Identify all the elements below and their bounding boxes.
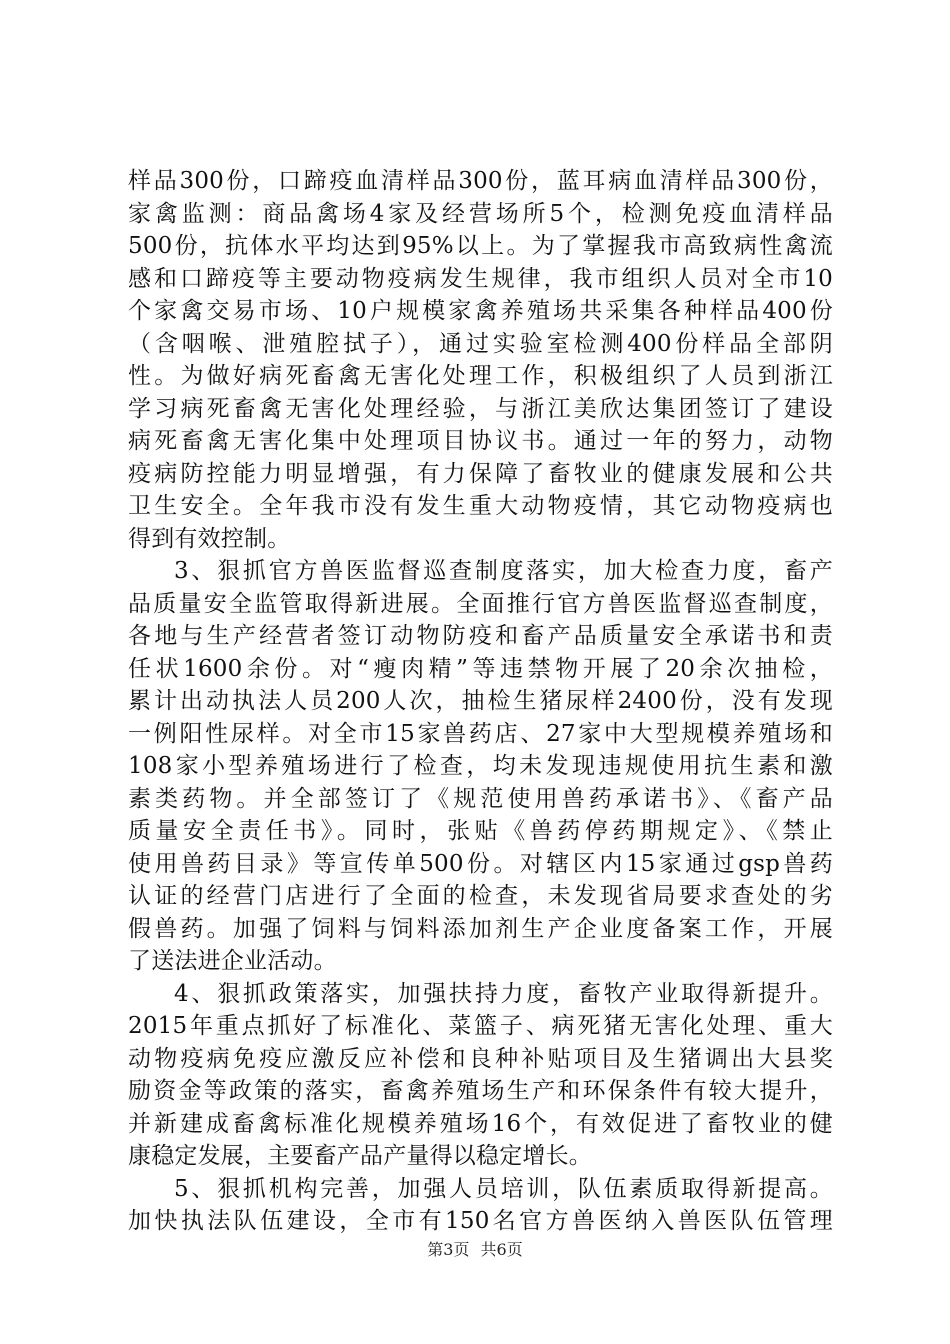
paragraph-heading-4: 4、狠抓政策落实，加强扶持力度，畜牧产业取得新提升。 bbox=[174, 980, 833, 1007]
text-line: 家禽监测：商品禽场4家及经营场所5个，检测免疫血清样品 bbox=[128, 200, 833, 227]
text-line: 加快执法队伍建设，全市有150名官方兽医纳入兽医队伍管理 bbox=[128, 1208, 833, 1234]
paragraph-heading-5: 5、狠抓机构完善，加强人员培训，队伍素质取得新提高。 bbox=[174, 1175, 833, 1202]
text-line: 卫生安全。全年我市没有发生重大动物疫情，其它动物疫病也 bbox=[128, 493, 833, 519]
text-line: 各地与生产经营者签订动物防疫和畜产品质量安全承诺书和责 bbox=[128, 623, 833, 649]
text-line: 108家小型养殖场进行了检查，均未发现违规使用抗生素和激 bbox=[128, 753, 833, 779]
text-line: 励资金等政策的落实，畜禽养殖场生产和环保条件有较大提升， bbox=[128, 1078, 833, 1104]
page-footer bbox=[0, 1237, 950, 1260]
text-line: 任状1600余份。对“瘦肉精”等违禁物开展了20余次抽检， bbox=[128, 655, 833, 682]
text-line: 动物疫病免疫应激反应补偿和良种补贴项目及生猪调出大县奖 bbox=[128, 1045, 833, 1072]
text-line: 2015年重点抓好了标准化、菜篮子、病死猪无害化处理、重大 bbox=[128, 1013, 833, 1039]
text-line: 病死畜禽无害化集中处理项目协议书。通过一年的努力，动物 bbox=[128, 428, 833, 454]
text-line: 累计出动执法人员200人次，抽检生猪尿样2400份，没有发现 bbox=[128, 688, 833, 714]
text-line: 并新建成畜禽标准化规模养殖场16个，有效促进了畜牧业的健 bbox=[128, 1110, 833, 1137]
text-line: 500份，抗体水平均达到95%以上。为了掌握我市高致病性禽流 bbox=[128, 233, 833, 259]
text-line: 假兽药。加强了饲料与饲料添加剂生产企业度备案工作，开展 bbox=[128, 915, 833, 942]
document-body bbox=[128, 165, 833, 1238]
page-number: 第3页 bbox=[427, 1240, 470, 1259]
text-line: 认证的经营门店进行了全面的检查，未发现省局要求查处的劣 bbox=[128, 883, 833, 909]
text-line: 性。为做好病死畜禽无害化处理工作，积极组织了人员到浙江 bbox=[128, 363, 833, 389]
text-line: 个家禽交易市场、10户规模家禽养殖场共采集各种样品400份 bbox=[128, 298, 833, 324]
text-line: 使用兽药目录》等宣传单500份。对辖区内15家通过gsp兽药 bbox=[128, 850, 833, 877]
text-line: 一例阳性尿样。对全市15家兽药店、27家中大型规模养殖场和 bbox=[128, 720, 833, 747]
text-line: 素类药物。并全部签订了《规范使用兽药承诺书》、《畜产品 bbox=[128, 785, 833, 812]
text-line: 质量安全责任书》。同时，张贴《兽药停药期规定》、《禁止 bbox=[128, 818, 833, 844]
text-line: 品质量安全监管取得新进展。全面推行官方兽医监督巡查制度， bbox=[128, 590, 833, 617]
text-line: 学习病死畜禽无害化处理经验，与浙江美欣达集团签订了建设 bbox=[128, 395, 833, 422]
text-line: 样品300份，口蹄疫血清样品300份，蓝耳病血清样品300份， bbox=[128, 168, 833, 194]
text-line: 康稳定发展，主要畜产品产量得以稳定增长。 bbox=[128, 1143, 592, 1169]
page-total: 共6页 bbox=[480, 1240, 523, 1259]
text-line: 疫病防控能力明显增强，有力保障了畜牧业的健康发展和公共 bbox=[128, 460, 833, 487]
text-line: （含咽喉、泄殖腔拭子），通过实验室检测400份样品全部阴 bbox=[128, 330, 833, 357]
text-line: 得到有效控制。 bbox=[128, 525, 291, 552]
paragraph-heading-3: 3、狠抓官方兽医监督巡查制度落实，加大检查力度，畜产 bbox=[174, 558, 833, 584]
text-line: 了送法进企业活动。 bbox=[128, 948, 337, 974]
text-line: 感和口蹄疫等主要动物疫病发生规律，我市组织人员对全市10 bbox=[128, 265, 833, 292]
